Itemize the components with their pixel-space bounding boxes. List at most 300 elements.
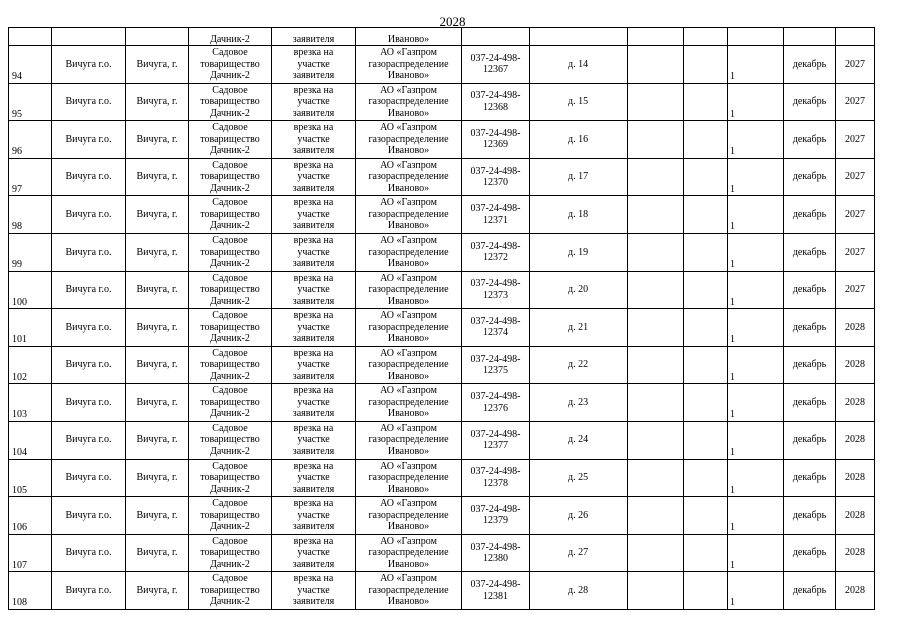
quantity-cell: 1 — [684, 233, 728, 271]
work-line: врезка на — [293, 159, 334, 171]
empty-cell — [728, 196, 784, 234]
empty-cell — [628, 534, 684, 572]
work-type-cell — [272, 309, 356, 347]
object-cell — [189, 158, 272, 196]
row-number: 108 — [9, 572, 52, 610]
district-cell: Вичуга г.о. — [52, 346, 126, 384]
quantity-cell: 1 — [684, 572, 728, 610]
org-line: Иваново» — [387, 596, 430, 608]
empty-cell — [728, 459, 784, 497]
object-line: товарищество — [200, 208, 260, 220]
work-line: врезка на — [293, 310, 334, 322]
house-number-cell: д. 20 — [530, 271, 628, 309]
org-line: газораспределение — [368, 509, 449, 521]
row-number: 102 — [9, 346, 52, 384]
organization-cell — [356, 309, 462, 347]
district-cell: Вичуга г.о. — [52, 158, 126, 196]
org-line: АО «Газпром — [380, 498, 437, 510]
empty-cell — [628, 346, 684, 384]
organization-cell — [356, 83, 462, 121]
org-line: АО «Газпром — [380, 573, 437, 585]
object-cell — [189, 346, 272, 384]
work-line: участке — [297, 434, 330, 446]
org-line: газораспределение — [368, 396, 449, 408]
work-line: участке — [297, 208, 330, 220]
row-number: 98 — [9, 196, 52, 234]
district-cell: Вичуга г.о. — [52, 384, 126, 422]
work-line: заявителя — [292, 107, 335, 119]
empty-cell — [728, 572, 784, 610]
object-cell — [189, 459, 272, 497]
work-line: врезка на — [293, 573, 334, 585]
org-line: газораспределение — [368, 321, 449, 333]
work-line: врезка на — [293, 272, 334, 284]
application-code-cell — [462, 384, 530, 422]
object-line: товарищество — [200, 472, 260, 484]
month-cell: декабрь — [784, 572, 836, 610]
object-line: товарищество — [200, 321, 260, 333]
month-cell: декабрь — [784, 158, 836, 196]
work-line: участке — [297, 472, 330, 484]
work-type-cell — [272, 233, 356, 271]
object-cell — [189, 46, 272, 84]
month-cell: декабрь — [784, 196, 836, 234]
application-code-cell — [462, 121, 530, 159]
quantity-cell: 1 — [684, 46, 728, 84]
year-cell: 2027 — [836, 46, 875, 84]
table-row — [9, 572, 875, 610]
object-line: Садовое — [212, 385, 248, 397]
organization-cell — [356, 384, 462, 422]
city-cell: Вичуга, г. — [126, 497, 189, 535]
district-cell: Вичуга г.о. — [52, 271, 126, 309]
work-line: заявителя — [292, 596, 335, 608]
house-number-cell: д. 15 — [530, 83, 628, 121]
row-number: 106 — [9, 497, 52, 535]
quantity-cell: 1 — [684, 346, 728, 384]
code-line: 12381 — [483, 590, 508, 602]
application-code-cell — [462, 196, 530, 234]
object-cell — [189, 271, 272, 309]
object-line: Садовое — [212, 347, 248, 359]
organization-cell — [356, 121, 462, 159]
organization-cell — [356, 196, 462, 234]
empty-cell — [728, 158, 784, 196]
table-row — [9, 83, 875, 121]
organization-cell — [356, 158, 462, 196]
row-number: 96 — [9, 121, 52, 159]
work-line: участке — [297, 58, 330, 70]
org-line: АО «Газпром — [380, 422, 437, 434]
month-cell: декабрь — [784, 309, 836, 347]
org-line: АО «Газпром — [380, 84, 437, 96]
code-line: 037-24-498- — [470, 240, 521, 252]
year-cell: 2027 — [836, 196, 875, 234]
month-cell: декабрь — [784, 384, 836, 422]
code-line: 12372 — [483, 252, 508, 264]
object-line: товарищество — [200, 396, 260, 408]
org-line: Иваново» — [387, 182, 430, 194]
code-line: 037-24-498- — [470, 278, 521, 290]
work-type-cell — [272, 497, 356, 535]
empty-cell — [728, 384, 784, 422]
work-line: заявителя — [292, 295, 335, 307]
object-line: Дачник-2 — [210, 220, 250, 232]
district-cell: Вичуга г.о. — [52, 83, 126, 121]
work-line: заявителя — [292, 370, 335, 382]
row-number: 105 — [9, 459, 52, 497]
code-line: 037-24-498- — [470, 353, 521, 365]
object-line: товарищество — [200, 96, 260, 108]
work-line: врезка на — [293, 498, 334, 510]
object-line: Дачник-2 — [210, 258, 250, 270]
gasification-schedule-table — [8, 27, 875, 610]
row-number: 101 — [9, 309, 52, 347]
org-line: Иваново» — [387, 295, 430, 307]
code-line: 12376 — [483, 402, 508, 414]
table-row — [9, 121, 875, 159]
org-line: АО «Газпром — [380, 535, 437, 547]
object-line: Садовое — [212, 122, 248, 134]
application-code-cell — [462, 421, 530, 459]
row-number: 95 — [9, 83, 52, 121]
empty-cell — [628, 196, 684, 234]
object-line: товарищество — [200, 359, 260, 371]
city-cell: Вичуга, г. — [126, 346, 189, 384]
city-cell: Вичуга, г. — [126, 46, 189, 84]
empty-cell — [628, 421, 684, 459]
work-line: участке — [297, 284, 330, 296]
empty-cell — [728, 534, 784, 572]
row-number: 99 — [9, 233, 52, 271]
city-cell: Вичуга, г. — [126, 121, 189, 159]
house-number-cell: д. 25 — [530, 459, 628, 497]
continuation-work: заявителя — [272, 28, 356, 46]
house-number-cell: д. 23 — [530, 384, 628, 422]
application-code-cell — [462, 158, 530, 196]
organization-cell — [356, 534, 462, 572]
table-row — [9, 309, 875, 347]
empty-cell — [728, 421, 784, 459]
year-cell: 2028 — [836, 309, 875, 347]
application-code-cell — [462, 309, 530, 347]
work-line: участке — [297, 547, 330, 559]
page-year-heading: 2028 — [439, 14, 466, 29]
table-row — [9, 459, 875, 497]
work-line: заявителя — [292, 408, 335, 420]
table-row — [9, 421, 875, 459]
district-cell: Вичуга г.о. — [52, 572, 126, 610]
organization-cell — [356, 459, 462, 497]
house-number-cell: д. 16 — [530, 121, 628, 159]
code-line: 037-24-498- — [470, 466, 521, 478]
empty-cell — [628, 384, 684, 422]
code-line: 12370 — [483, 177, 508, 189]
city-cell: Вичуга, г. — [126, 459, 189, 497]
continuation-row — [9, 28, 875, 46]
work-line: заявителя — [292, 70, 335, 82]
work-line: заявителя — [292, 333, 335, 345]
row-number: 103 — [9, 384, 52, 422]
object-cell — [189, 196, 272, 234]
org-line: АО «Газпром — [380, 310, 437, 322]
year-cell: 2028 — [836, 534, 875, 572]
code-line: 12375 — [483, 365, 508, 377]
org-line: Иваново» — [387, 408, 430, 420]
quantity-cell: 1 — [684, 384, 728, 422]
code-line: 037-24-498- — [470, 428, 521, 440]
empty-cell — [728, 271, 784, 309]
work-line: врезка на — [293, 84, 334, 96]
month-cell: декабрь — [784, 271, 836, 309]
empty-cell — [628, 497, 684, 535]
house-number-cell: д. 28 — [530, 572, 628, 610]
object-line: товарищество — [200, 171, 260, 183]
object-line: Дачник-2 — [210, 182, 250, 194]
month-cell: декабрь — [784, 233, 836, 271]
table-row — [9, 271, 875, 309]
work-line: заявителя — [292, 521, 335, 533]
object-cell — [189, 572, 272, 610]
year-cell: 2027 — [836, 83, 875, 121]
object-line: Дачник-2 — [210, 445, 250, 457]
work-line: участке — [297, 171, 330, 183]
work-line: врезка на — [293, 347, 334, 359]
month-cell: декабрь — [784, 83, 836, 121]
org-line: Иваново» — [387, 220, 430, 232]
house-number-cell: д. 24 — [530, 421, 628, 459]
object-line: Садовое — [212, 310, 248, 322]
work-type-cell — [272, 384, 356, 422]
house-number-cell: д. 26 — [530, 497, 628, 535]
application-code-cell — [462, 46, 530, 84]
code-line: 12378 — [483, 477, 508, 489]
district-cell: Вичуга г.о. — [52, 46, 126, 84]
application-code-cell — [462, 534, 530, 572]
org-line: АО «Газпром — [380, 385, 437, 397]
work-line: участке — [297, 246, 330, 258]
code-line: 037-24-498- — [470, 579, 521, 591]
work-type-cell — [272, 46, 356, 84]
district-cell: Вичуга г.о. — [52, 309, 126, 347]
quantity-cell: 1 — [684, 421, 728, 459]
quantity-cell: 1 — [684, 121, 728, 159]
object-line: Дачник-2 — [210, 295, 250, 307]
work-type-cell — [272, 346, 356, 384]
work-line: участке — [297, 396, 330, 408]
org-line: Иваново» — [387, 258, 430, 270]
org-line: газораспределение — [368, 246, 449, 258]
object-line: товарищество — [200, 509, 260, 521]
organization-cell — [356, 572, 462, 610]
object-line: Дачник-2 — [210, 596, 250, 608]
object-cell — [189, 384, 272, 422]
district-cell: Вичуга г.о. — [52, 497, 126, 535]
month-cell: декабрь — [784, 121, 836, 159]
continuation-org: Иваново» — [356, 28, 462, 46]
org-line: газораспределение — [368, 171, 449, 183]
object-cell — [189, 309, 272, 347]
work-type-cell — [272, 121, 356, 159]
month-cell: декабрь — [784, 497, 836, 535]
quantity-cell: 1 — [684, 534, 728, 572]
quantity-cell: 1 — [684, 497, 728, 535]
code-line: 12380 — [483, 553, 508, 565]
object-line: Дачник-2 — [210, 107, 250, 119]
object-line: Дачник-2 — [210, 558, 250, 570]
object-line: Садовое — [212, 535, 248, 547]
month-cell: декабрь — [784, 534, 836, 572]
month-cell: декабрь — [784, 346, 836, 384]
object-cell — [189, 233, 272, 271]
empty-cell — [628, 459, 684, 497]
object-line: товарищество — [200, 584, 260, 596]
org-line: газораспределение — [368, 584, 449, 596]
work-type-cell — [272, 196, 356, 234]
org-line: АО «Газпром — [380, 460, 437, 472]
empty-cell — [728, 46, 784, 84]
object-cell — [189, 497, 272, 535]
org-line: АО «Газпром — [380, 159, 437, 171]
work-line: врезка на — [293, 460, 334, 472]
district-cell: Вичуга г.о. — [52, 121, 126, 159]
org-line: газораспределение — [368, 472, 449, 484]
organization-cell — [356, 46, 462, 84]
empty-cell — [628, 572, 684, 610]
work-type-cell — [272, 83, 356, 121]
year-cell: 2027 — [836, 233, 875, 271]
org-line: Иваново» — [387, 558, 430, 570]
org-line: Иваново» — [387, 107, 430, 119]
district-cell: Вичуга г.о. — [52, 421, 126, 459]
quantity-cell: 1 — [684, 271, 728, 309]
object-cell — [189, 421, 272, 459]
row-number: 104 — [9, 421, 52, 459]
table-row — [9, 497, 875, 535]
code-line: 12368 — [483, 101, 508, 113]
city-cell: Вичуга, г. — [126, 421, 189, 459]
org-line: Иваново» — [387, 445, 430, 457]
year-cell: 2027 — [836, 271, 875, 309]
code-line: 037-24-498- — [470, 391, 521, 403]
quantity-cell: 1 — [684, 459, 728, 497]
work-line: врезка на — [293, 122, 334, 134]
house-number-cell: д. 18 — [530, 196, 628, 234]
table-row — [9, 233, 875, 271]
application-code-cell — [462, 572, 530, 610]
quantity-cell: 1 — [684, 158, 728, 196]
code-line: 037-24-498- — [470, 90, 521, 102]
code-line: 037-24-498- — [470, 503, 521, 515]
org-line: газораспределение — [368, 96, 449, 108]
year-cell: 2028 — [836, 497, 875, 535]
work-line: заявителя — [292, 220, 335, 232]
work-line: участке — [297, 584, 330, 596]
org-line: газораспределение — [368, 547, 449, 559]
district-cell: Вичуга г.о. — [52, 233, 126, 271]
year-cell: 2028 — [836, 384, 875, 422]
work-line: заявителя — [292, 483, 335, 495]
code-line: 12371 — [483, 214, 508, 226]
org-line: Иваново» — [387, 521, 430, 533]
work-line: участке — [297, 509, 330, 521]
year-cell: 2027 — [836, 158, 875, 196]
city-cell: Вичуга, г. — [126, 271, 189, 309]
empty-cell — [728, 83, 784, 121]
month-cell: декабрь — [784, 421, 836, 459]
code-line: 037-24-498- — [470, 203, 521, 215]
row-number: 100 — [9, 271, 52, 309]
city-cell: Вичуга, г. — [126, 384, 189, 422]
work-type-cell — [272, 572, 356, 610]
object-line: Садовое — [212, 159, 248, 171]
object-line: Садовое — [212, 573, 248, 585]
empty-cell — [628, 158, 684, 196]
empty-cell — [728, 346, 784, 384]
work-line: заявителя — [292, 145, 335, 157]
work-line: участке — [297, 321, 330, 333]
org-line: АО «Газпром — [380, 122, 437, 134]
row-number: 94 — [9, 46, 52, 84]
code-line: 037-24-498- — [470, 52, 521, 64]
table-row — [9, 384, 875, 422]
table-row — [9, 346, 875, 384]
code-line: 037-24-498- — [470, 315, 521, 327]
object-line: Садовое — [212, 197, 248, 209]
year-cell: 2028 — [836, 459, 875, 497]
object-cell — [189, 83, 272, 121]
district-cell: Вичуга г.о. — [52, 196, 126, 234]
city-cell: Вичуга, г. — [126, 309, 189, 347]
object-line: Садовое — [212, 235, 248, 247]
org-line: АО «Газпром — [380, 235, 437, 247]
district-cell: Вичуга г.о. — [52, 459, 126, 497]
object-line: Садовое — [212, 498, 248, 510]
house-number-cell: д. 22 — [530, 346, 628, 384]
code-line: 12373 — [483, 289, 508, 301]
quantity-cell: 1 — [684, 309, 728, 347]
year-cell: 2027 — [836, 121, 875, 159]
empty-cell — [728, 121, 784, 159]
house-number-cell: д. 19 — [530, 233, 628, 271]
org-line: Иваново» — [387, 370, 430, 382]
object-line: товарищество — [200, 434, 260, 446]
work-line: заявителя — [292, 182, 335, 194]
code-line: 12374 — [483, 327, 508, 339]
house-number-cell: д. 14 — [530, 46, 628, 84]
empty-cell — [728, 309, 784, 347]
application-code-cell — [462, 459, 530, 497]
object-line: Дачник-2 — [210, 145, 250, 157]
row-number: 107 — [9, 534, 52, 572]
table-row — [9, 196, 875, 234]
work-type-cell — [272, 421, 356, 459]
object-line: Садовое — [212, 422, 248, 434]
work-line: врезка на — [293, 422, 334, 434]
organization-cell — [356, 271, 462, 309]
empty-cell — [628, 233, 684, 271]
house-number-cell: д. 17 — [530, 158, 628, 196]
city-cell: Вичуга, г. — [126, 158, 189, 196]
org-line: Иваново» — [387, 333, 430, 345]
org-line: АО «Газпром — [380, 197, 437, 209]
city-cell: Вичуга, г. — [126, 196, 189, 234]
work-type-cell — [272, 459, 356, 497]
city-cell: Вичуга, г. — [126, 83, 189, 121]
month-cell: декабрь — [784, 459, 836, 497]
object-line: Дачник-2 — [210, 370, 250, 382]
org-line: Иваново» — [387, 483, 430, 495]
